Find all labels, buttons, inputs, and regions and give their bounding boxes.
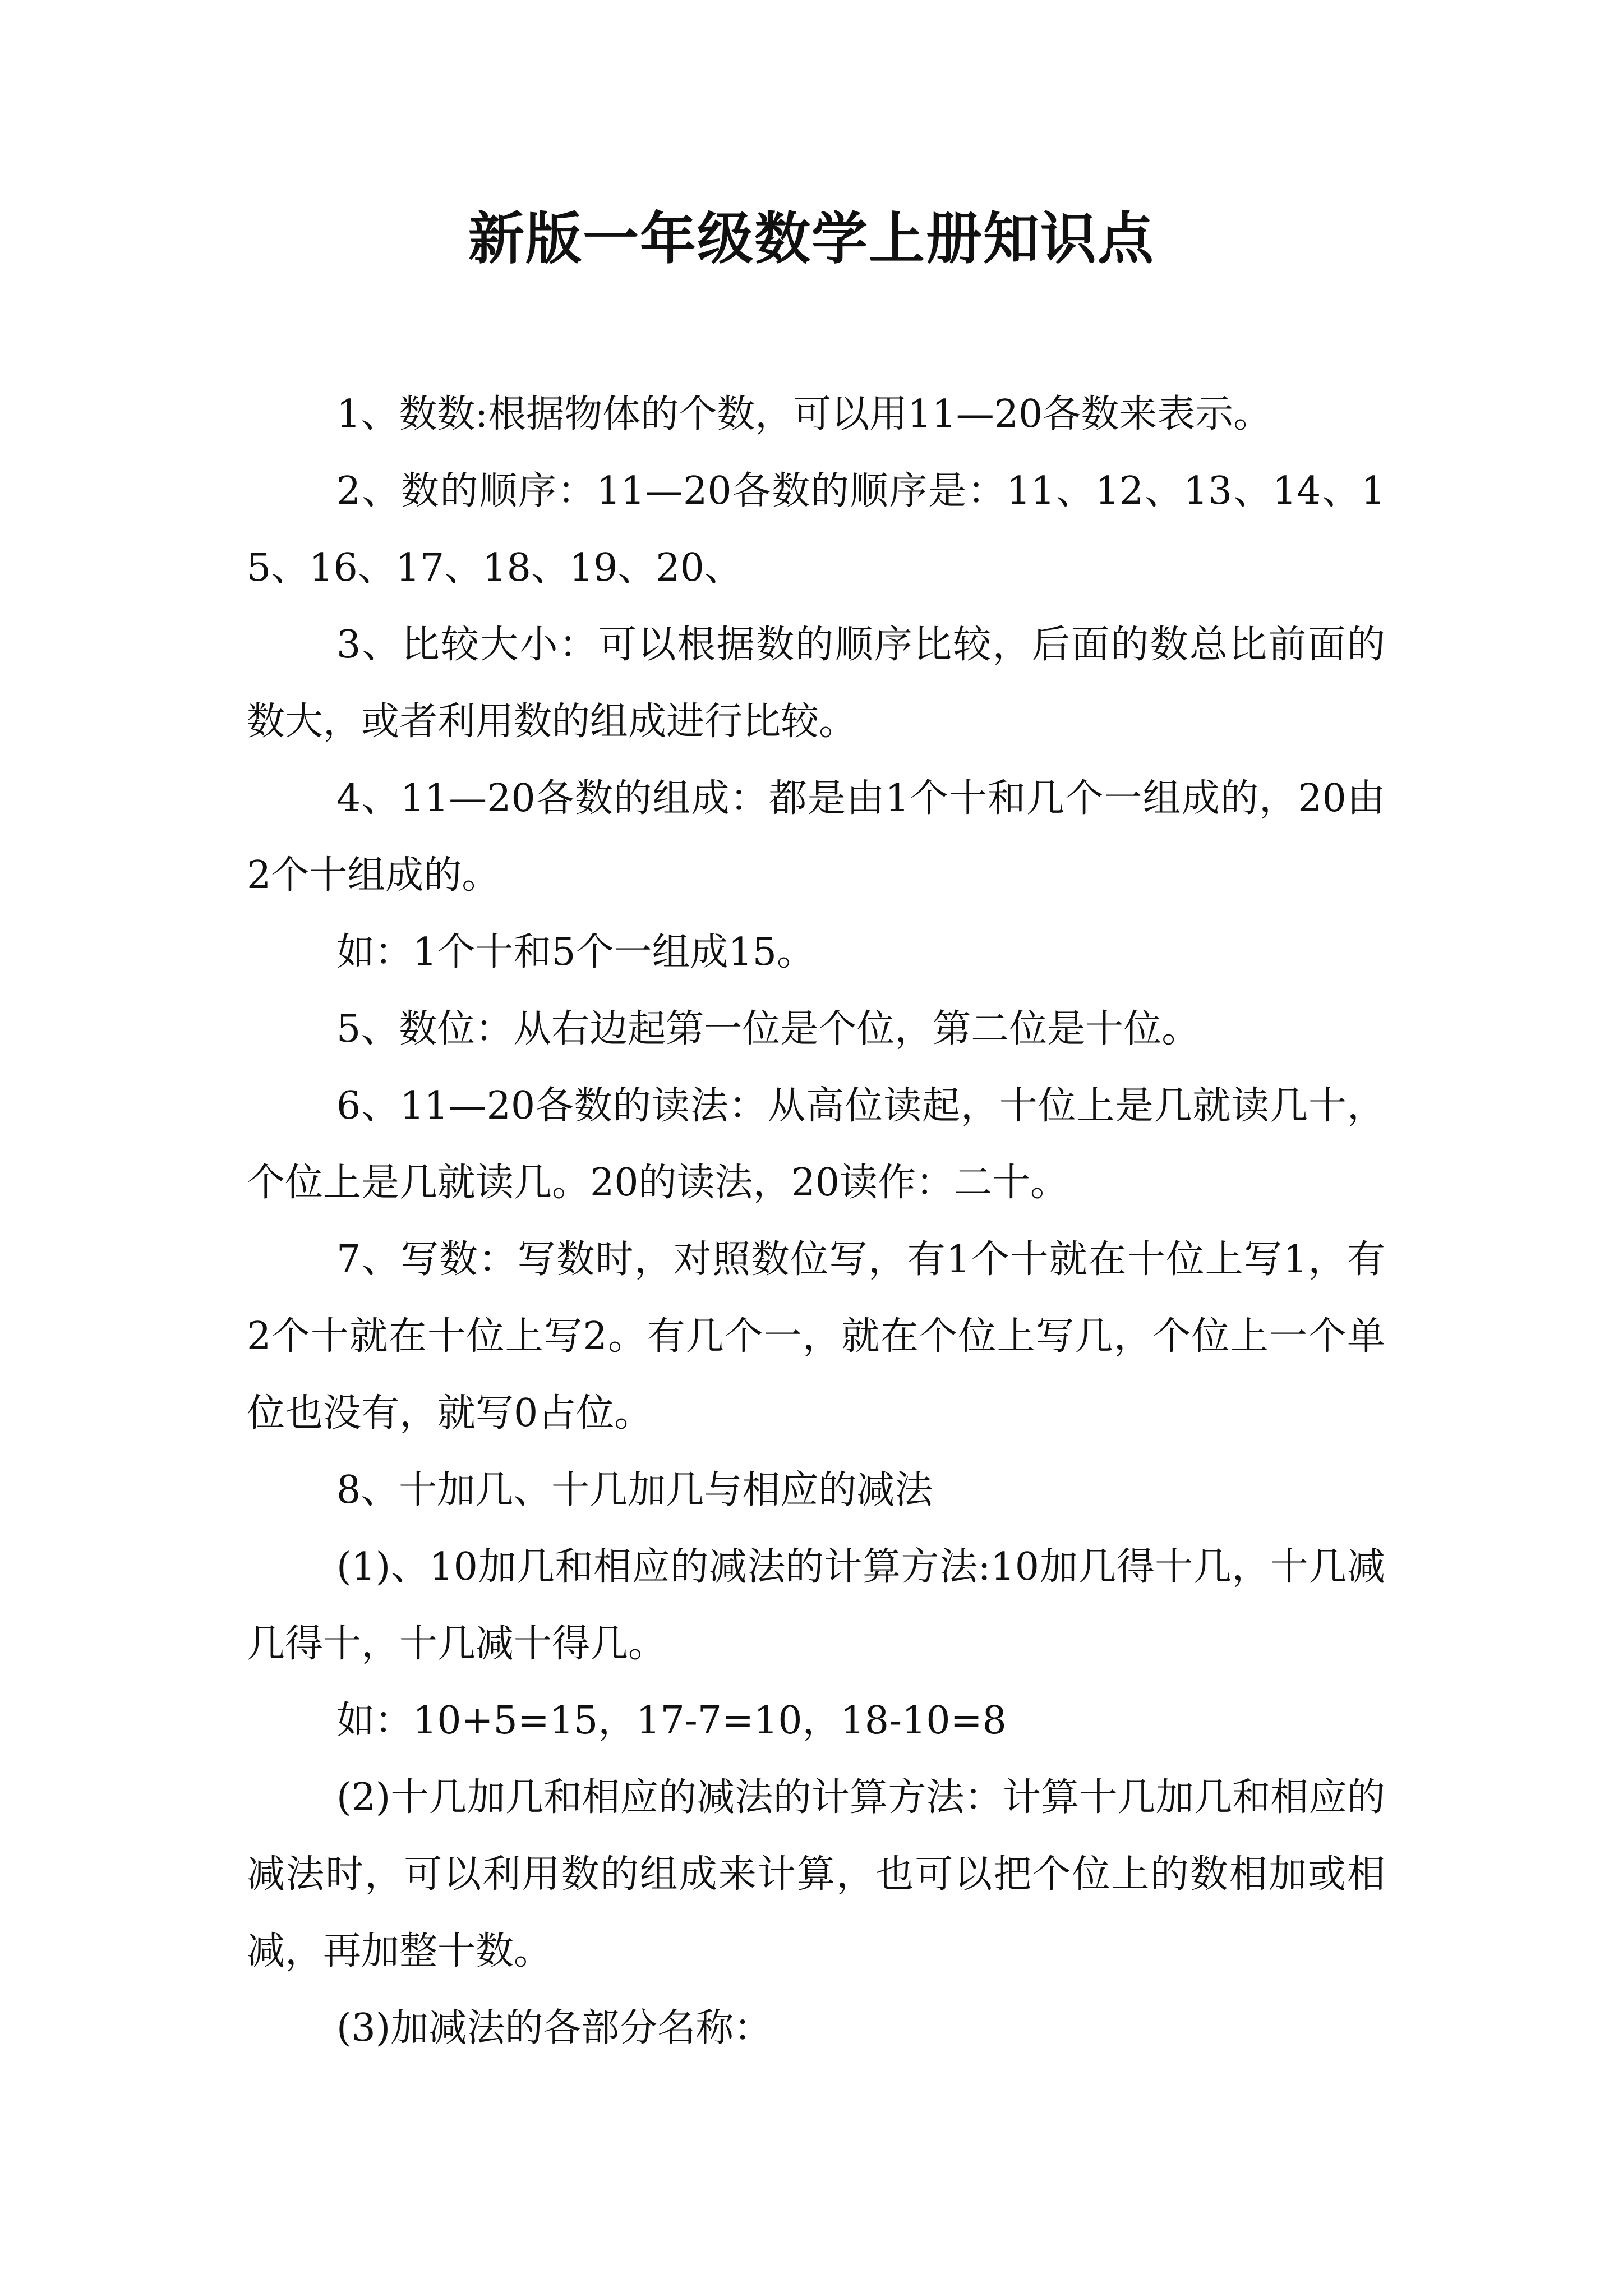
paragraph-addition-subtraction-heading: 8、十加几、十几加几与相应的减法 <box>336 1468 933 1512</box>
paragraph-number-order: 2、数的顺序：11—20各数的顺序是：11、12、13、14、15、16、17、18、19、20、 <box>247 469 1385 590</box>
document-title: 新版一年级数学上册知识点 <box>468 205 1155 272</box>
paragraph-ten-plus-example: 如：10+5=15，17-7=10，18-10=8 <box>336 1699 1007 1743</box>
paragraph-composition-example: 如：1个十和5个一组成15。 <box>336 930 815 974</box>
paragraph-compare-size: 3、比较大小：可以根据数的顺序比较，后面的数总比前面的数大，或者利用数的组成进行比较。 <box>247 623 1385 744</box>
paragraph-teen-plus: (2)十几加几和相应的减法的计算方法：计算十几加几和相应的减法时，可以利用数的组成来计算，也可以把个位上的数相加或相减，再加整十数。 <box>247 1775 1385 1973</box>
paragraph-writing-numbers: 7、写数：写数时，对照数位写，有1个十就在十位上写1，有2个十就在十位上写2。有几个一，就在个位上写几，个位上一个单位也没有，就写0占位。 <box>247 1237 1385 1435</box>
paragraph-counting: 1、数数:根据物体的个数，可以用11—20各数来表示。 <box>336 392 1272 436</box>
paragraph-operation-parts: (3)加减法的各部分名称： <box>336 2006 772 2050</box>
paragraph-reading-numbers: 6、11—20各数的读法：从高位读起，十位上是几就读几十，个位上是几就读几。20的读法，20读作：二十。 <box>247 1084 1385 1205</box>
paragraph-place-value: 5、数位：从右边起第一位是个位，第二位是十位。 <box>336 1007 1200 1051</box>
paragraph-ten-plus: (1)、10加几和相应的减法的计算方法:10加几得十几，十几减几得十，十几减十得几。 <box>247 1545 1385 1666</box>
document-body <box>247 376 1385 2067</box>
paragraph-composition: 4、11—20各数的组成：都是由1个十和几个一组成的，20由2个十组成的。 <box>247 776 1385 898</box>
